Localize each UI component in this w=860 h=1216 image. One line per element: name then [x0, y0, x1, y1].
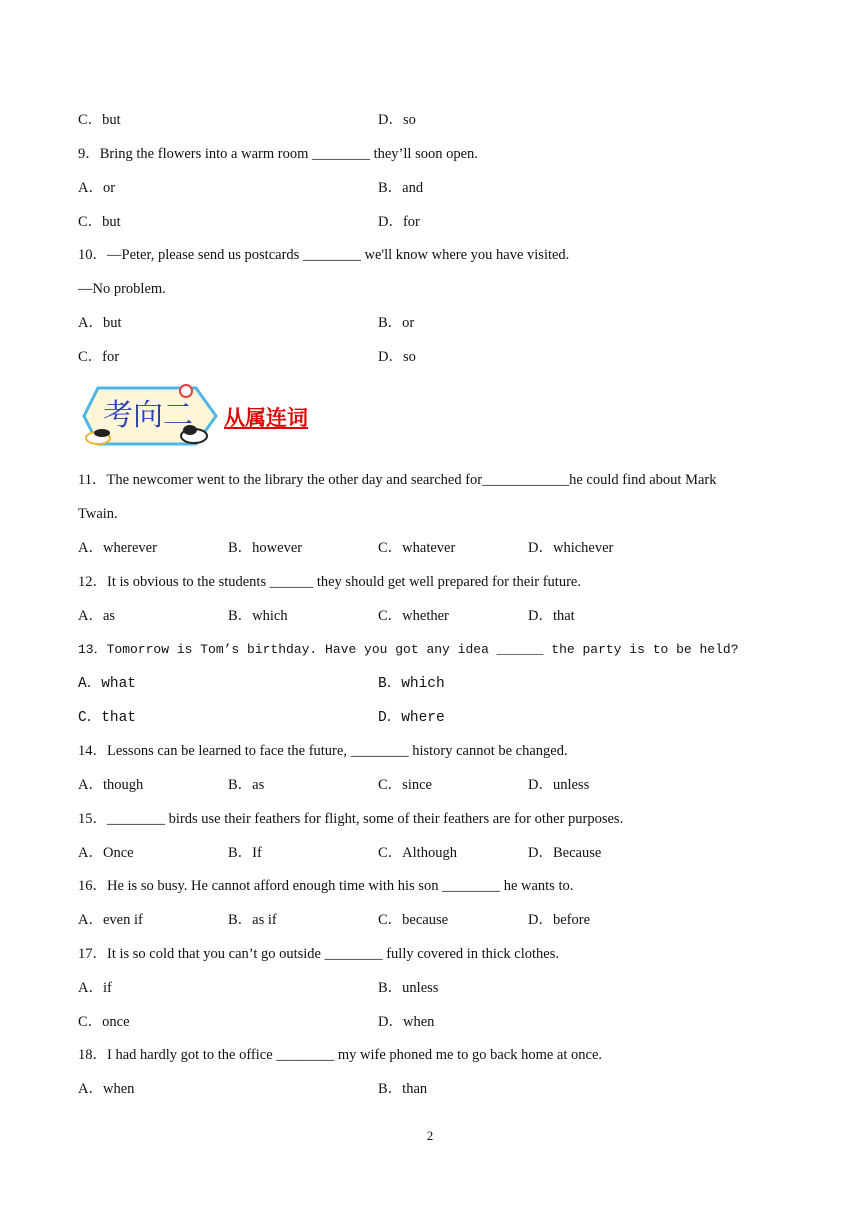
q16-stem: 16．He is so busy. He cannot afford enough time with his son ________ he wants to.: [78, 878, 574, 894]
q11-stem-line1: 11．The newcomer went to the library the other day and searched for____________he could find about Mark: [78, 472, 717, 488]
q10-option-d: D．so: [378, 349, 416, 365]
q12-option-c: C．whether: [378, 608, 449, 624]
q13-option-b: B．which: [378, 676, 445, 692]
q17-option-b: B．unless: [378, 980, 439, 996]
q14-option-c: C．since: [378, 777, 432, 793]
q10-reply: —No problem.: [78, 281, 166, 297]
q16-option-a: A．even if: [78, 912, 143, 928]
q17-option-a: A．if: [78, 980, 112, 996]
q15-option-a: A．Once: [78, 845, 134, 861]
section-title: 从属连词: [224, 406, 308, 430]
q11-option-d: D．whichever: [528, 540, 614, 556]
q15-option-b: B．If: [228, 845, 262, 861]
q10-stem: 10．—Peter, please send us postcards ________ we'll know where you have visited.: [78, 247, 570, 263]
section-badge-text: 考向二: [103, 398, 193, 433]
q17-option-c: C．once: [78, 1014, 130, 1030]
q16-option-d: D．before: [528, 912, 591, 928]
q18-option-b: B．than: [378, 1081, 428, 1097]
q9-option-d: D．for: [378, 214, 420, 230]
q15-stem: 15．________ birds use their feathers for flight, some of their feathers are for other purposes.: [78, 811, 624, 827]
q9-option-c: C．but: [78, 214, 121, 230]
q17-option-d: D．when: [378, 1014, 435, 1030]
q17-stem: 17．It is so cold that you can’t go outside ________ fully covered in thick clothes.: [78, 946, 559, 962]
q12-option-d: D．that: [528, 608, 575, 624]
q15-option-c: C．Although: [378, 845, 457, 861]
q13-option-c: C．that: [78, 710, 137, 726]
q9-option-a: A．or: [78, 180, 116, 196]
q14-option-b: B．as: [228, 777, 265, 793]
q14-option-a: A．though: [78, 777, 144, 793]
q13-option-a: A．what: [78, 676, 137, 692]
q11-option-a: A．wherever: [78, 540, 157, 556]
q10-option-a: A．but: [78, 315, 122, 331]
q11-option-c: C．whatever: [378, 540, 456, 556]
q11-option-b: B．however: [228, 540, 303, 556]
q10-option-b: B．or: [378, 315, 415, 331]
q14-option-d: D．unless: [528, 777, 590, 793]
q16-option-b: B．as if: [228, 912, 277, 928]
section-header: [76, 380, 336, 452]
q10-option-c: C．for: [78, 349, 120, 365]
q9-stem: 9．Bring the flowers into a warm room ________ they’ll soon open.: [78, 146, 478, 162]
q13-stem: 13．Tomorrow is Tom’s birthday. Have you got any idea ______ the party is to be held?: [78, 642, 739, 657]
q12-stem: 12．It is obvious to the students ______ they should get well prepared for their future.: [78, 574, 581, 590]
q16-option-c: C．because: [378, 912, 449, 928]
q12-option-a: A．as: [78, 608, 116, 624]
q13-option-d: D．where: [378, 710, 445, 726]
q9-option-b: B．and: [378, 180, 424, 196]
q12-option-b: B．which: [228, 608, 288, 624]
page-number: 2: [426, 1128, 434, 1143]
q8-option-d: D．so: [378, 112, 416, 128]
q18-stem: 18．I had hardly got to the office ________ my wife phoned me to go back home at once.: [78, 1047, 603, 1063]
q14-stem: 14．Lessons can be learned to face the future, ________ history cannot be changed.: [78, 743, 568, 759]
q15-option-d: D．Because: [528, 845, 602, 861]
q8-option-c: C．but: [78, 112, 121, 128]
q18-option-a: A．when: [78, 1081, 135, 1097]
section-badge-icon: [76, 380, 221, 452]
q11-stem-line2: Twain.: [78, 506, 118, 522]
